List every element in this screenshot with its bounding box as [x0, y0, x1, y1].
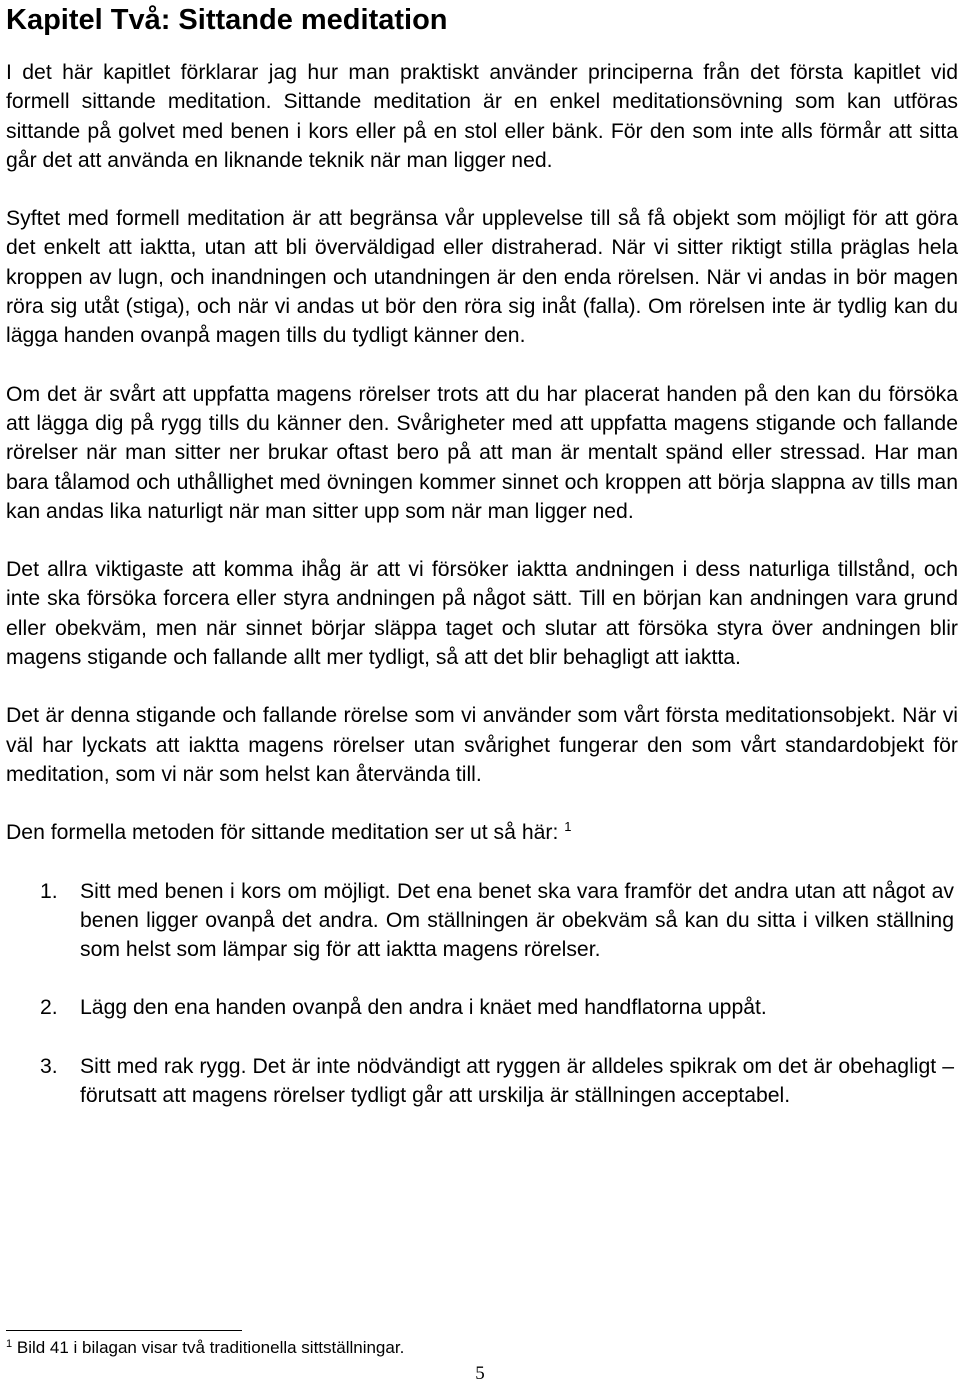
chapter-title: Kapitel Två: Sittande meditation: [6, 4, 448, 36]
step-text: Sitt med benen i kors om möjligt. Det ena benet ska vara framför det andra utan att något av benen ligger ovanpå det andra. Om ställningen är obekväm så kan du sitta i vilken ställning som helst som lämpar sig för att iaktta magens rörelser.: [80, 879, 954, 962]
paragraph-1: I det här kapitlet förklarar jag hur man praktiskt använder principerna från det första kapitlet vid formell sittande meditation. Sittande meditation är en enkel meditationsövning som kan utföras sittande på golvet med benen i kors eller på en stol eller bänk. För den som inte alls förmår att sitta går det att använda en liknande teknik när man ligger ned.: [6, 61, 958, 172]
footnote-reference: 1: [564, 819, 572, 835]
step-number: 3.: [40, 1054, 58, 1078]
footnote: [6, 1337, 404, 1359]
footnote-marker: 1: [6, 1338, 13, 1350]
footnote-divider: [6, 1330, 242, 1331]
step-text: Sitt med rak rygg. Det är inte nödvändigt att ryggen är alldeles spikrak om det är obehagligt – förutsatt att magens rörelser tydligt går att urskilja är ställningen acceptabel.: [80, 1054, 954, 1108]
page-number: 5: [475, 1363, 485, 1384]
steps-list: [6, 877, 958, 1111]
step-text: Lägg den ena handen ovanpå den andra i knäet med handflatorna uppåt.: [80, 996, 767, 1020]
document-page: [6, 0, 958, 1110]
step-item: [6, 993, 958, 1022]
method-intro-text: Den formella metoden för sittande meditation ser ut så här:: [6, 821, 559, 845]
method-intro: [6, 818, 958, 847]
step-number: 1.: [40, 879, 58, 903]
step-item: [6, 1052, 958, 1111]
paragraph-3: Om det är svårt att uppfatta magens rörelser trots att du har placerat handen på den kan du försöka att lägga dig på rygg tills du känner den. Svårigheter med att uppfatta magens stigande och fallande rörelser när man sitter ner brukar oftast bero på att man är mentalt spänd eller stressad. Har man bara tålamod och uthållighet med övningen kommer sinnet och kroppen att börja slappna av tills man kan andas lika naturligt när man sitter upp som när man ligger ned.: [6, 382, 958, 523]
footnote-text: Bild 41 i bilagan visar två traditionella sittställningar.: [16, 1338, 405, 1357]
paragraph-4: Det allra viktigaste att komma ihåg är att vi försöker iaktta andningen i dess naturliga tillstånd, och inte ska försöka forcera eller styra andningen på något sätt. Till en början kan andningen vara grund eller obekväm, men när sinnet börjar släppa taget och slutar att försöka styra över andningen blir magens stigande och fallande allt mer tydligt, så att det blir behagligt att iaktta.: [6, 558, 958, 670]
paragraph-2: Syftet med formell meditation är att begränsa vår upplevelse till så få objekt som möjligt för att göra det enkelt att iaktta, utan att bli överväldigad eller distraherad. När vi sitter riktigt stilla präglas hela kroppen av lugn, och inandningen och utandningen är den enda rörelsen. När vi andas in bör magen röra sig utåt (stiga), och när vi andas ut bör den röra sig inåt (falla). Om rörelsen inte är tydlig kan du lägga handen ovanpå magen tills du tydligt känner den.: [6, 207, 958, 348]
step-item: [6, 877, 958, 965]
step-number: 2.: [40, 996, 58, 1020]
paragraph-5: Det är denna stigande och fallande rörelse som vi använder som vårt första meditationsobjekt. När vi väl har lyckats att iaktta magens rörelser utan svårighet fungerar den som vårt standardobjekt för meditation, som vi när som helst kan återvända till.: [6, 704, 958, 786]
